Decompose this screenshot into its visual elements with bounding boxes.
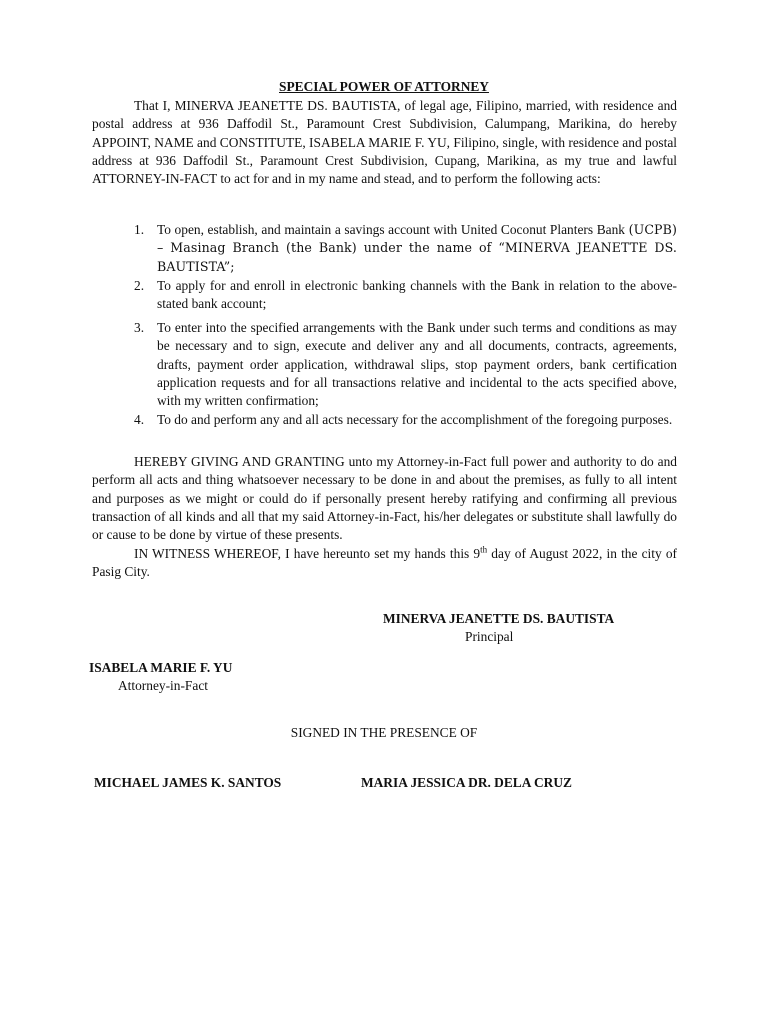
witness-name: MARIA JESSICA DR. DELA CRUZ <box>361 775 572 790</box>
attorney-in-fact-role: Attorney-in-Fact <box>118 678 208 693</box>
witness-text-after: day of August 2022, in the city of Pasig City. <box>92 546 677 580</box>
act-number: 4. <box>134 412 145 427</box>
principal-role: Principal <box>465 629 514 644</box>
witness-paragraph <box>92 545 677 582</box>
act-text: To enter into the specified arrangements with the Bank under such terms and conditions as may be necessary and to sign, execute and deliver any and all documents, contracts, agreements, drafts, payment order application, withdrawal slips, stop payment orders, bank certification application requests and for all transactions relative and incidental to the acts specified above, with my written confirmation; <box>157 320 677 409</box>
act-item-3 <box>134 319 677 410</box>
act-item-4 <box>134 411 677 429</box>
principal-name: MINERVA JEANETTE DS. BAUTISTA <box>383 611 615 626</box>
act-number: 3. <box>134 320 145 335</box>
presence-heading: SIGNED IN THE PRESENCE OF <box>290 725 478 740</box>
act-text: To apply for and enroll in electronic banking channels with the Bank in relation to the above-stated bank account; <box>157 278 677 312</box>
act-number: 1. <box>134 222 145 237</box>
granting-paragraph-text: HEREBY GIVING AND GRANTING unto my Attorney-in-Fact full power and authority to do and perform all acts and thing whatsoever necessary to be done in and about the premises, as fully to all intent and purposes as we might or could do if personally present hereby ratifying and confirming all previous transaction of all kinds and all that my said Attorney-in-Fact, his/her delegates or substitute shall lawfully do or cause to be done by virtue of these presents. <box>92 454 677 543</box>
attorney-in-fact-name: ISABELA MARIE F. YU <box>89 660 233 675</box>
intro-paragraph-text: That I, MINERVA JEANETTE DS. BAUTISTA, of legal age, Filipino, married, with residence and postal address at 936 Daffodil St., Paramount Crest Subdivision, Calumpang, Marikina, do hereby APPOINT, NAME and CONSTITUTE, ISABELA MARIE F. YU, Filipino, single, with residence and postal address at 936 Daffodil St., Paramount Crest Subdivision, Cupang, Marikina, as my true and lawful ATTORNEY-IN-FACT to act for and in my name and stead, and to perform the following acts: <box>92 98 677 187</box>
act-text-continued: (UCPB) – Masinag Branch (the Bank) under the name of “MINERVA JEANETTE DS. BAUTISTA”; <box>157 222 677 274</box>
act-text: To open, establish, and maintain a savings account with United Coconut Planters Bank <box>157 222 629 237</box>
witness-text-before: IN WITNESS WHEREOF, I have hereunto set my hands this 9 <box>134 546 481 561</box>
ordinal-suffix: th <box>480 544 488 555</box>
act-number: 2. <box>134 278 145 293</box>
granting-paragraph <box>92 453 677 544</box>
act-item-2 <box>134 277 677 314</box>
document-title: SPECIAL POWER OF ATTORNEY <box>279 79 489 94</box>
act-text: To do and perform any and all acts necessary for the accomplishment of the foregoing purposes. <box>157 412 673 427</box>
witness-name: MICHAEL JAMES K. SANTOS <box>94 775 282 790</box>
intro-paragraph <box>92 97 677 188</box>
act-item-1 <box>134 221 677 276</box>
